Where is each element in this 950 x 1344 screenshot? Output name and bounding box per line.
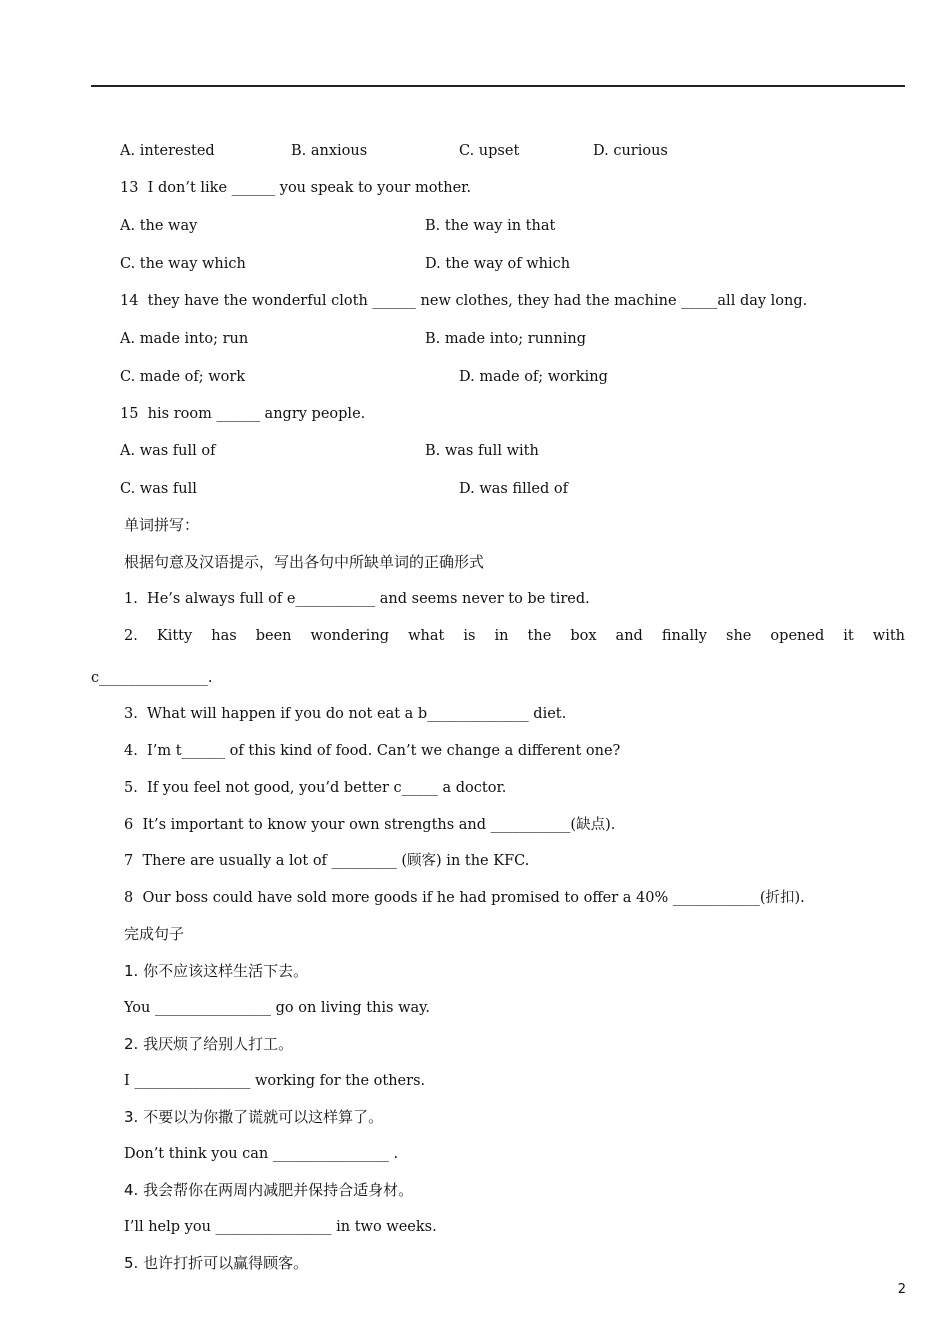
spelling-item-2-continued: c_______________.	[91, 670, 213, 686]
q15-option-d: D. was filled of	[459, 481, 568, 497]
q13-stem: 13 I don’t like ______ you speak to your mother.	[120, 180, 472, 196]
sentence-3-chinese: 3. 不要以为你撒了谎就可以这样算了。	[124, 1108, 384, 1126]
header-rule	[91, 85, 905, 87]
sentence-4-english: I’ll help you ________________ in two weeks.	[124, 1219, 437, 1235]
q15-option-b: B. was full with	[425, 443, 539, 459]
q15-stem: 15 his room ______ angry people.	[120, 406, 366, 422]
spelling-item-3: 3. What will happen if you do not eat a b______________ diet.	[124, 706, 567, 722]
sentence-3-english: Don’t think you can ________________ .	[124, 1146, 399, 1162]
q12-option-d: D. curious	[593, 143, 668, 159]
q12-option-b: B. anxious	[291, 143, 368, 159]
q12-option-a: A. interested	[120, 143, 215, 159]
page-number: 2	[897, 1282, 906, 1297]
spelling-heading: 单词拼写：	[124, 516, 200, 534]
sentence-1-chinese: 1. 你不应该这样生活下去。	[124, 962, 309, 980]
sentence-2-chinese: 2. 我厌烦了给别人打工。	[124, 1035, 294, 1053]
spelling-item-8: 8 Our boss could have sold more goods if he had promised to offer a 40% ____________(折扣).	[124, 890, 805, 906]
q15-option-c: C. was full	[120, 481, 197, 497]
spelling-item-4: 4. I’m t______ of this kind of food. Can’t we change a different one?	[124, 743, 621, 759]
sentence-5-chinese: 5. 也许打折可以赢得顾客。	[124, 1254, 309, 1272]
q14-option-b: B. made into; running	[425, 331, 586, 347]
sentences-heading: 完成句子	[124, 925, 185, 943]
q14-option-a: A. made into; run	[120, 331, 249, 347]
q12-option-c: C. upset	[459, 143, 520, 159]
sentence-2-english: I ________________ working for the others.	[124, 1073, 426, 1089]
q13-option-d: D. the way of which	[425, 256, 571, 272]
spelling-instruction: 根据句意及汉语提示，写出各句中所缺单词的正确形式	[124, 553, 485, 571]
spelling-item-7: 7 There are usually a lot of _________ (顾客) in the KFC.	[124, 853, 530, 869]
spelling-item-5: 5. If you feel not good, you’d better c_____ a doctor.	[124, 780, 507, 796]
spelling-item-2: 2. Kitty has been wondering what is in the box and finally she opened it with	[124, 628, 905, 644]
q13-option-a: A. the way	[120, 218, 198, 234]
q15-option-a: A. was full of	[120, 443, 216, 459]
q13-option-b: B. the way in that	[425, 218, 556, 234]
sentence-4-chinese: 4. 我会帮你在两周内减肥并保持合适身材。	[124, 1181, 414, 1199]
q14-option-c: C. made of; work	[120, 369, 246, 385]
sentence-1-english: You ________________ go on living this way.	[124, 1000, 431, 1016]
q13-option-c: C. the way which	[120, 256, 246, 272]
spelling-item-6: 6 It’s important to know your own strengths and ___________(缺点).	[124, 817, 616, 833]
q14-option-d: D. made of; working	[459, 369, 608, 385]
q14-stem: 14 they have the wonderful cloth ______ new clothes, they had the machine _____all day long.	[120, 293, 808, 309]
spelling-item-1: 1. He’s always full of e___________ and seems never to be tired.	[124, 591, 590, 607]
